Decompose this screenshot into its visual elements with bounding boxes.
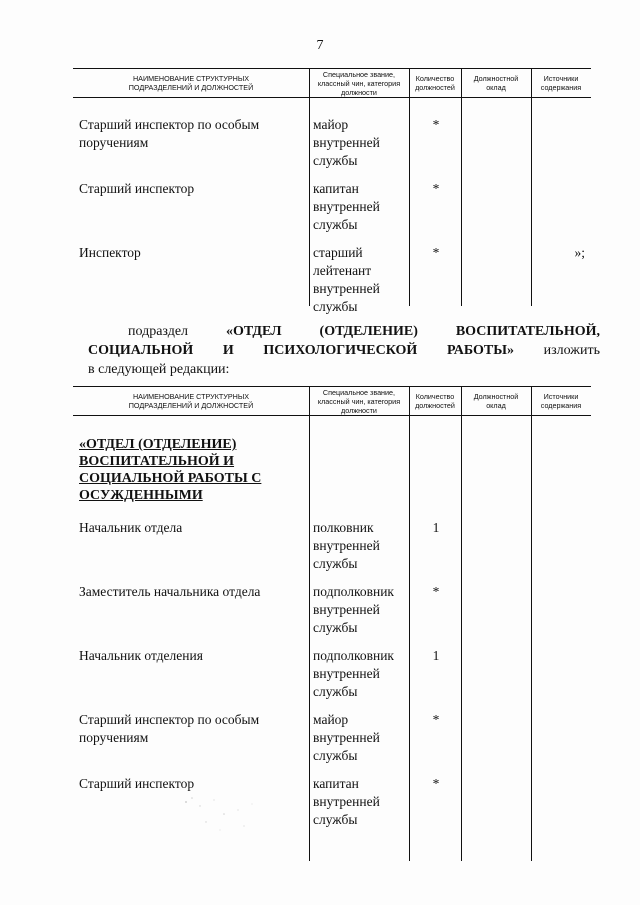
position-rank: майор внутренней службы (313, 712, 380, 763)
column-line (461, 98, 462, 306)
position-name: Старший инспектор (79, 181, 195, 196)
paragraph-line (88, 322, 600, 341)
position-rank: подполковник внутренней службы (313, 584, 394, 635)
position-rank: майор внутренней службы (313, 117, 380, 168)
word: «ОТДЕЛ (226, 324, 282, 339)
header-qty: Количество должностей (415, 392, 455, 410)
word: (ОТДЕЛЕНИЕ) (319, 324, 418, 339)
table-body (73, 98, 591, 314)
column-line (531, 98, 532, 306)
header-salary: Должностной оклад (473, 392, 519, 410)
position-qty: 1 (432, 520, 440, 535)
paragraph-line (88, 341, 600, 360)
column-line (531, 416, 532, 861)
position-qty: * (432, 776, 440, 791)
column-line (309, 416, 310, 861)
position-name: Старший инспектор по особым поручениям (79, 117, 260, 150)
position-qty: 1 (432, 648, 440, 663)
position-rank: капитан внутренней службы (313, 776, 380, 827)
staff-table-top (73, 68, 591, 314)
position-rank: старший лейтенант внутренней службы (313, 245, 380, 314)
position-rank: подполковник внутренней службы (313, 648, 394, 699)
position-name: Начальник отдела (79, 520, 183, 535)
header-qty: Количество должностей (415, 74, 455, 92)
word: ВОСПИТАТЕЛЬНОЙ, (455, 324, 600, 339)
header-salary: Должностной оклад (473, 74, 519, 92)
section-heading: «ОТДЕЛ (ОТДЕЛЕНИЕ) ВОСПИТАТЕЛЬНОЙ И СОЦИАЛЬНОЙ РАБОТЫ С ОСУЖДЕННЫМИ (79, 437, 262, 503)
header-rank: Специальное звание, классный чин, категория должности (317, 387, 401, 415)
header-source: Источники содержания (540, 74, 582, 92)
position-name: Старший инспектор по особым поручениям (79, 712, 260, 745)
amendment-paragraph (88, 322, 600, 379)
staff-table-bottom (73, 386, 591, 861)
page-number: 7 (316, 38, 324, 53)
table-header (73, 386, 591, 416)
position-rank: полковник внутренней службы (313, 520, 380, 571)
column-line (461, 416, 462, 861)
position-qty: * (432, 117, 440, 132)
position-name: Старший инспектор (79, 776, 195, 791)
word: подраздел (128, 324, 189, 339)
word: И (222, 343, 234, 358)
position-qty: * (432, 584, 440, 599)
word: изложить (543, 343, 600, 358)
table-body (73, 416, 591, 861)
header-source: Источники содержания (540, 392, 582, 410)
paragraph-line: в следующей редакции: (88, 362, 230, 377)
position-rank: капитан внутренней службы (313, 181, 380, 232)
position-qty: * (432, 245, 440, 260)
position-source: »; (574, 245, 585, 260)
word: ПСИХОЛОГИЧЕСКОЙ (263, 343, 418, 358)
header-name: НАИМЕНОВАНИЕ СТРУКТУРНЫХ ПОДРАЗДЕЛЕНИЙ И ДОЛЖНОСТЕЙ (128, 392, 254, 410)
scan-artifact (180, 792, 260, 836)
position-qty: * (432, 181, 440, 196)
header-name: НАИМЕНОВАНИЕ СТРУКТУРНЫХ ПОДРАЗДЕЛЕНИЙ И ДОЛЖНОСТЕЙ (128, 74, 254, 92)
position-qty: * (432, 712, 440, 727)
word: РАБОТЫ» (446, 343, 514, 358)
position-name: Заместитель начальника отдела (79, 584, 261, 599)
position-name: Начальник отделения (79, 648, 203, 663)
column-line (309, 98, 310, 306)
table-header (73, 68, 591, 98)
header-rank: Специальное звание, классный чин, категория должности (317, 69, 401, 97)
word: СОЦИАЛЬНОЙ (88, 343, 194, 358)
position-name: Инспектор (79, 245, 141, 260)
